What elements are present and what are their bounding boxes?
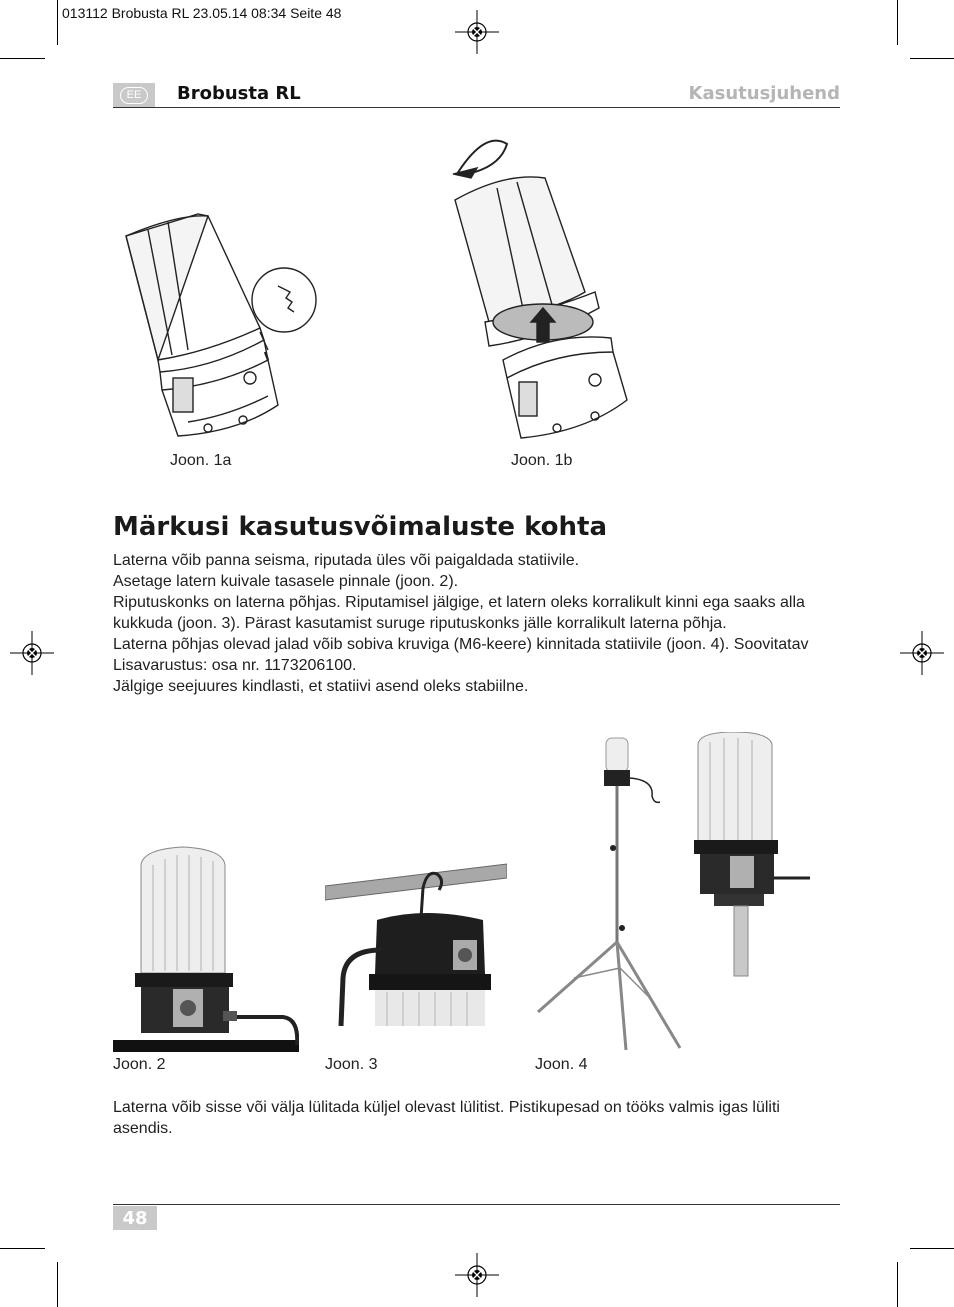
figure-1a-illustration bbox=[118, 200, 318, 450]
paragraph: Asetage latern kuivale tasasele pinnale (joon. 2). bbox=[113, 573, 459, 590]
figure-3-caption: Joon. 3 bbox=[325, 1056, 378, 1073]
crop-mark bbox=[57, 1262, 58, 1307]
crop-mark bbox=[0, 1248, 45, 1249]
registration-mark-icon bbox=[455, 1253, 499, 1297]
figure-4-caption: Joon. 4 bbox=[535, 1056, 588, 1073]
figure-1b-illustration bbox=[445, 132, 635, 450]
body-text bbox=[113, 550, 840, 697]
section-heading: Märkusi kasutusvõimaluste kohta bbox=[113, 512, 608, 542]
language-badge bbox=[113, 83, 155, 108]
crop-mark bbox=[910, 1248, 954, 1249]
crop-mark bbox=[57, 0, 58, 45]
registration-mark-icon bbox=[455, 10, 499, 54]
crop-mark bbox=[910, 58, 954, 59]
figure-2-caption: Joon. 2 bbox=[113, 1056, 166, 1073]
section-title: Kasutusjuhend bbox=[688, 83, 840, 104]
crop-mark bbox=[0, 58, 45, 59]
print-slug: 013112 Brobusta RL 23.05.14 08:34 Seite 48 bbox=[62, 5, 342, 21]
paragraph: Jälgige seejuures kindlasti, et statiivi asend oleks stabiilne. bbox=[113, 678, 529, 695]
registration-mark-icon bbox=[10, 631, 54, 675]
crop-mark bbox=[897, 0, 898, 45]
header-divider bbox=[113, 107, 840, 108]
figure-4-illustration bbox=[534, 732, 814, 1052]
figure-1a-caption: Joon. 1a bbox=[170, 452, 232, 469]
figure-3-illustration bbox=[325, 858, 507, 1026]
language-code: EE bbox=[120, 87, 149, 104]
product-name: Brobusta RL bbox=[177, 83, 301, 104]
registration-mark-icon bbox=[900, 631, 944, 675]
crop-mark bbox=[897, 1262, 898, 1307]
figure-2-illustration bbox=[113, 845, 299, 1052]
page-number: 48 bbox=[113, 1206, 157, 1230]
paragraph: Laterna põhjas olevad jalad võib sobiva kruviga (M6-keere) kinnitada statiivile (joon. 4). Soovitatav Lisavarustus: osa nr. 1173206100. bbox=[113, 636, 809, 674]
figure-1b-caption: Joon. 1b bbox=[511, 452, 573, 469]
paragraph: Riputuskonks on laterna põhjas. Riputamisel jälgige, et latern oleks korralikult kinni ega saaks alla kukkuda (joon. 3). Pärast kasutamist suruge riputuskonks jälle korralikult laterna põhja. bbox=[113, 594, 805, 632]
footer-paragraph: Laterna võib sisse või välja lülitada küljel olevast lülitist. Pistikupesad on tööks valmis igas lüliti asendis. bbox=[113, 1099, 780, 1137]
paragraph: Laterna võib panna seisma, riputada üles või paigaldada statiivile. bbox=[113, 552, 580, 569]
footer-divider bbox=[113, 1204, 840, 1205]
